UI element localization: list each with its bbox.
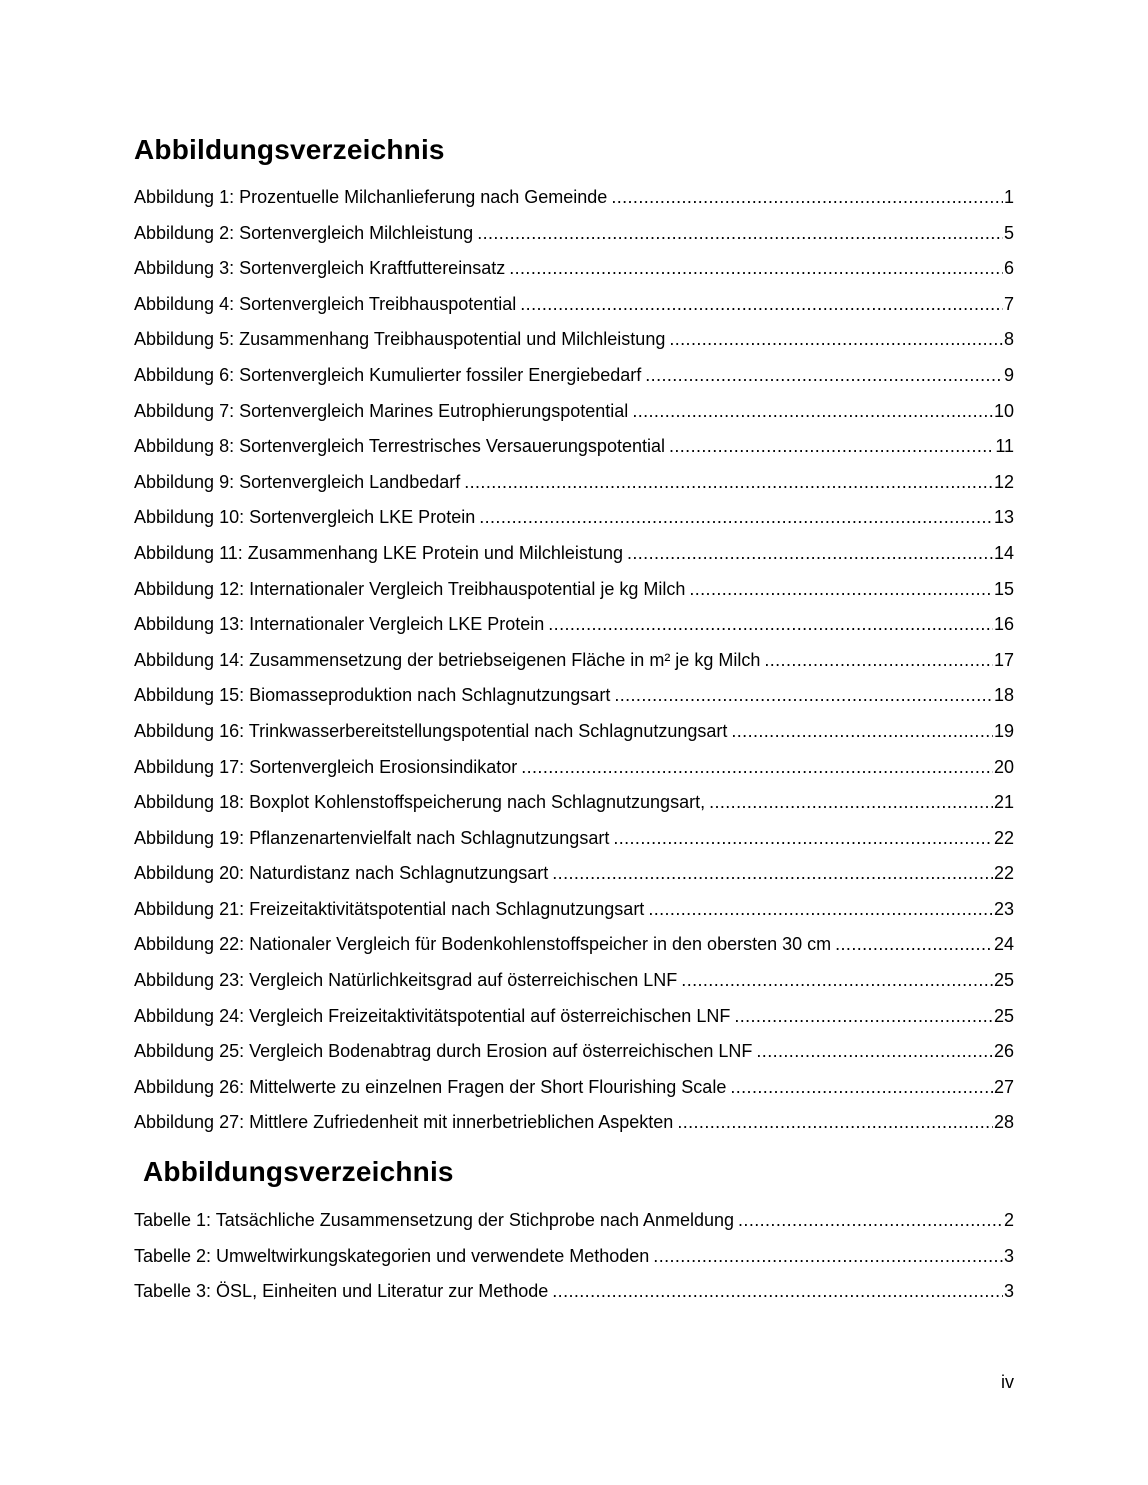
- entry-page-number: 9: [1003, 364, 1014, 385]
- entry-label: Abbildung 26: Mittelwerte zu einzelnen Fragen der Short Flourishing Scale: [134, 1076, 727, 1097]
- entry-page-number: 22: [993, 827, 1014, 848]
- entry-label: Abbildung 24: Vergleich Freizeitaktivitätspotential auf österreichischen LNF: [134, 1005, 731, 1026]
- dot-leader: [614, 678, 993, 714]
- dot-leader: [653, 1239, 1003, 1275]
- toc-entry[interactable]: [134, 963, 1014, 999]
- dot-leader: [730, 1070, 993, 1106]
- toc-entry[interactable]: [134, 1105, 1014, 1141]
- toc-entry[interactable]: [134, 714, 1014, 750]
- dot-leader: [734, 999, 993, 1035]
- figures-list: [134, 180, 1014, 1141]
- toc-entry[interactable]: [134, 999, 1014, 1035]
- entry-page-number: 2: [1003, 1210, 1014, 1230]
- dot-leader: [548, 607, 993, 643]
- dot-leader: [611, 180, 1003, 216]
- dot-leader: [648, 892, 993, 928]
- dot-leader: [521, 750, 993, 786]
- entry-label: Abbildung 20: Naturdistanz nach Schlagnutzungsart: [134, 863, 549, 884]
- dot-leader: [509, 251, 1003, 287]
- entry-label: Tabelle 3: ÖSL, Einheiten und Literatur zur Methode: [134, 1281, 549, 1302]
- toc-entry[interactable]: [134, 892, 1014, 928]
- dot-leader: [552, 856, 993, 892]
- tables-list: [134, 1203, 1014, 1310]
- entry-page-number: 5: [1003, 222, 1014, 243]
- entry-page-number: 7: [1003, 293, 1014, 314]
- toc-entry[interactable]: [134, 607, 1014, 643]
- entry-page-number: 28: [993, 1112, 1014, 1133]
- entry-label: Abbildung 4: Sortenvergleich Treibhauspotential: [134, 293, 517, 314]
- entry-label: Abbildung 25: Vergleich Bodenabtrag durch Erosion auf österreichischen LNF: [134, 1041, 753, 1062]
- entry-page-number: 22: [993, 863, 1014, 884]
- entry-page-number: 1: [1003, 187, 1014, 207]
- entry-label: Abbildung 5: Zusammenhang Treibhauspotential und Milchleistung: [134, 329, 666, 350]
- toc-entry[interactable]: [134, 927, 1014, 963]
- figures-heading: Abbildungsverzeichnis: [134, 134, 445, 165]
- toc-entry[interactable]: [134, 1070, 1014, 1106]
- dot-leader: [681, 963, 993, 999]
- entry-label: Abbildung 10: Sortenvergleich LKE Protein: [134, 507, 476, 528]
- dot-leader: [613, 821, 993, 857]
- entry-page-number: 17: [993, 649, 1014, 670]
- dot-leader: [552, 1274, 1003, 1310]
- toc-entry[interactable]: [134, 500, 1014, 536]
- entry-page-number: 21: [993, 792, 1014, 813]
- entry-page-number: 15: [993, 578, 1014, 599]
- entry-page-number: 10: [993, 400, 1014, 421]
- toc-entry[interactable]: [134, 180, 1014, 216]
- entry-page-number: 3: [1003, 1245, 1014, 1266]
- entry-page-number: 6: [1003, 258, 1014, 279]
- toc-entry[interactable]: [134, 287, 1014, 323]
- toc-entry[interactable]: [134, 394, 1014, 430]
- toc-entry[interactable]: [134, 572, 1014, 608]
- dot-leader: [738, 1203, 1003, 1239]
- entry-label: Abbildung 8: Sortenvergleich Terrestrisches Versauerungspotential: [134, 436, 665, 457]
- dot-leader: [731, 714, 993, 750]
- toc-entry[interactable]: [134, 216, 1014, 252]
- entry-page-number: 23: [993, 898, 1014, 919]
- toc-entry[interactable]: [134, 1203, 1014, 1239]
- toc-entry[interactable]: [134, 821, 1014, 857]
- entry-page-number: 12: [993, 471, 1014, 492]
- entry-page-number: 11: [995, 436, 1014, 457]
- toc-entry[interactable]: [134, 251, 1014, 287]
- dot-leader: [464, 465, 993, 501]
- toc-entry[interactable]: [134, 785, 1014, 821]
- entry-page-number: 25: [993, 1005, 1014, 1026]
- entry-page-number: 19: [993, 720, 1014, 741]
- dot-leader: [645, 358, 1003, 394]
- entry-page-number: 26: [993, 1041, 1014, 1062]
- entry-page-number: 16: [993, 614, 1014, 635]
- tables-heading: Abbildungsverzeichnis: [143, 1156, 454, 1187]
- entry-label: Abbildung 22: Nationaler Vergleich für Bodenkohlenstoffspeicher in den obersten 30 cm: [134, 934, 832, 955]
- dot-leader: [669, 322, 1003, 358]
- entry-label: Abbildung 15: Biomasseproduktion nach Schlagnutzungsart: [134, 685, 611, 706]
- entry-page-number: 13: [993, 507, 1014, 528]
- entry-label: Abbildung 6: Sortenvergleich Kumulierter fossiler Energiebedarf: [134, 364, 642, 385]
- toc-entry[interactable]: [134, 856, 1014, 892]
- dot-leader: [835, 927, 993, 963]
- entry-page-number: 3: [1003, 1281, 1014, 1302]
- entry-label: Abbildung 14: Zusammensetzung der betriebseigenen Fläche in m² je kg Milch: [134, 649, 761, 670]
- entry-label: Tabelle 2: Umweltwirkungskategorien und verwendete Methoden: [134, 1245, 650, 1266]
- entry-page-number: 27: [993, 1076, 1014, 1097]
- entry-page-number: 20: [993, 756, 1014, 777]
- entry-label: Abbildung 9: Sortenvergleich Landbedarf: [134, 471, 461, 492]
- toc-entry[interactable]: [134, 465, 1014, 501]
- toc-entry[interactable]: [134, 643, 1014, 679]
- entry-page-number: 8: [1003, 329, 1014, 350]
- dot-leader: [632, 394, 993, 430]
- dot-leader: [709, 785, 993, 821]
- toc-entry[interactable]: [134, 1034, 1014, 1070]
- entry-label: Abbildung 19: Pflanzenartenvielfalt nach Schlagnutzungsart: [134, 827, 610, 848]
- entry-label: Abbildung 3: Sortenvergleich Kraftfuttereinsatz: [134, 258, 506, 279]
- dot-leader: [520, 287, 1003, 323]
- page-number: iv: [1001, 1372, 1014, 1392]
- toc-entry[interactable]: [134, 322, 1014, 358]
- entry-label: Abbildung 12: Internationaler Vergleich Treibhauspotential je kg Milch: [134, 578, 686, 599]
- entry-label: Abbildung 7: Sortenvergleich Marines Eutrophierungspotential: [134, 400, 629, 421]
- entry-label: Abbildung 21: Freizeitaktivitätspotential nach Schlagnutzungsart: [134, 898, 645, 919]
- dot-leader: [479, 500, 993, 536]
- dot-leader: [627, 536, 993, 572]
- entry-label: Abbildung 17: Sortenvergleich Erosionsindikator: [134, 756, 518, 777]
- entry-page-number: 25: [993, 970, 1014, 991]
- toc-entry[interactable]: [134, 678, 1014, 714]
- entry-label: Abbildung 11: Zusammenhang LKE Protein und Milchleistung: [134, 542, 623, 563]
- entry-page-number: 18: [993, 685, 1014, 706]
- dot-leader: [689, 572, 993, 608]
- entry-label: Abbildung 1: Prozentuelle Milchanlieferung nach Gemeinde: [134, 187, 608, 207]
- entry-label: Abbildung 13: Internationaler Vergleich LKE Protein: [134, 614, 545, 635]
- entry-label: Abbildung 2: Sortenvergleich Milchleistung: [134, 222, 474, 243]
- entry-label: Abbildung 23: Vergleich Natürlichkeitsgrad auf österreichischen LNF: [134, 970, 678, 991]
- toc-entry[interactable]: [134, 750, 1014, 786]
- toc-entry[interactable]: [134, 429, 1014, 465]
- entry-page-number: 14: [993, 542, 1014, 563]
- toc-entry[interactable]: [134, 1239, 1014, 1275]
- dot-leader: [677, 1105, 993, 1141]
- toc-entry[interactable]: [134, 358, 1014, 394]
- toc-entry[interactable]: [134, 536, 1014, 572]
- dot-leader: [669, 429, 994, 465]
- entry-label: Abbildung 27: Mittlere Zufriedenheit mit innerbetrieblichen Aspekten: [134, 1112, 674, 1133]
- entry-page-number: 24: [993, 934, 1014, 955]
- entry-label: Tabelle 1: Tatsächliche Zusammensetzung der Stichprobe nach Anmeldung: [134, 1210, 735, 1230]
- dot-leader: [477, 216, 1003, 252]
- dot-leader: [764, 643, 993, 679]
- entry-label: Abbildung 16: Trinkwasserbereitstellungspotential nach Schlagnutzungsart: [134, 720, 728, 741]
- toc-entry[interactable]: [134, 1274, 1014, 1310]
- entry-label: Abbildung 18: Boxplot Kohlenstoffspeicherung nach Schlagnutzungsart,: [134, 792, 706, 813]
- dot-leader: [756, 1034, 993, 1070]
